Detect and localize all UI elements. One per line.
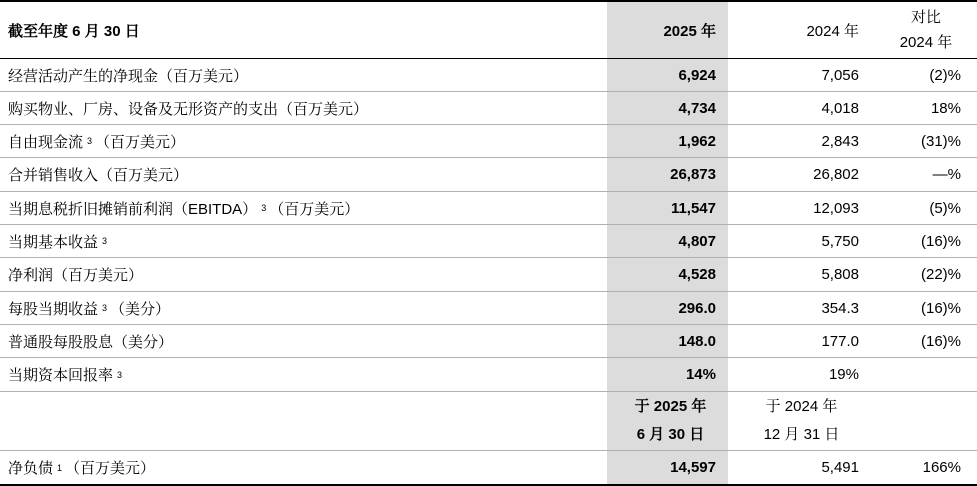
net-debt-change-value: 166%	[922, 459, 961, 476]
row-current-value: 1,962	[607, 125, 728, 157]
date-header-previous-line2: 12 月 31 日	[763, 426, 840, 443]
table-row	[0, 125, 977, 158]
row-change-value: (16)%	[920, 332, 961, 350]
row-current-value: 26,873	[607, 158, 728, 191]
row-current-value: 14%	[607, 358, 728, 391]
row-previous-value: 5,808	[821, 266, 859, 283]
header-previous-year-text: 2024 年	[806, 22, 859, 40]
row-label-text: 普通股每股股息（美分）	[8, 333, 174, 351]
row-label	[8, 325, 604, 357]
row-change-value: (16)%	[920, 299, 961, 317]
row-current-value: 4,807	[607, 225, 728, 257]
row-previous-value: 177.0	[821, 332, 859, 350]
row-label	[8, 59, 604, 91]
row-label-text: 每股当期收益	[8, 300, 99, 318]
header-change-line1: 对比	[910, 9, 941, 26]
date-header-change	[861, 392, 977, 450]
header-change	[861, 2, 977, 58]
row-previous-value: 26,802	[813, 166, 859, 183]
row-previous-value: 12,093	[813, 199, 859, 217]
row-label	[8, 92, 604, 124]
row-label-text: 自由现金流	[8, 133, 84, 151]
row-label-suffix: （百万美元）	[95, 133, 186, 151]
header-previous-year	[728, 2, 861, 58]
row-previous-value: 4,018	[821, 99, 859, 117]
header-change-line2: 2024 年	[899, 34, 953, 51]
row-current-value: 296.0	[607, 292, 728, 324]
net-debt-previous-value: 5,491	[821, 459, 859, 476]
row-previous-value: 2,843	[821, 132, 859, 150]
net-debt-current-value: 14,597	[607, 451, 728, 484]
row-label-text: 经营活动产生的净现金（百万美元）	[8, 67, 249, 85]
row-change-value: (2)%	[929, 66, 961, 84]
date-header-previous-line1: 于 2024 年	[765, 398, 838, 415]
net-debt-label-suffix: （百万美元）	[65, 460, 156, 477]
row-label-suffix: （美分）	[110, 300, 171, 318]
row-change-value: (22)%	[920, 266, 961, 283]
row-current-value: 6,924	[607, 59, 728, 91]
table-row	[0, 325, 977, 358]
date-header-current-line1: 于 2025 年	[634, 398, 707, 415]
row-label-text: 当期息税折旧摊销前利润（EBITDA）	[8, 200, 258, 218]
table-row	[0, 158, 977, 192]
row-current-value: 4,734	[607, 92, 728, 124]
row-previous-value: 7,056	[821, 66, 859, 84]
date-header-current-line2: 6 月 30 日	[636, 426, 705, 443]
row-label-text: 合并销售收入（百万美元）	[8, 167, 189, 184]
date-header-current	[607, 392, 728, 450]
row-label	[8, 158, 604, 191]
row-current-value: 4,528	[607, 258, 728, 291]
row-current-value: 148.0	[607, 325, 728, 357]
row-previous-value: 354.3	[821, 299, 859, 317]
row-change-value: (16)%	[920, 232, 961, 250]
table-row	[0, 292, 977, 325]
row-previous-value: 19%	[828, 366, 859, 383]
table-row	[0, 358, 977, 392]
row-label-text: 购买物业、厂房、设备及无形资产的支出（百万美元）	[8, 100, 369, 118]
net-debt-label-text: 净负债	[8, 460, 54, 477]
header-current-year: 2025 年	[607, 2, 728, 58]
row-label: 自由现金流 3 （百万美元）	[8, 125, 604, 157]
balance-date-header-row	[0, 392, 977, 451]
row-label: 当期基本收益 3	[8, 225, 604, 257]
table-row	[0, 192, 977, 225]
row-label-text: 净利润（百万美元）	[8, 267, 144, 284]
row-label: 当期息税折旧摊销前利润（EBITDA） 3 （百万美元）	[8, 192, 604, 224]
row-current-value: 11,547	[607, 192, 728, 224]
row-change-value: (31)%	[920, 132, 961, 150]
table-row	[0, 92, 977, 125]
row-label: 当期资本回报率 3	[8, 358, 604, 391]
table-row	[0, 258, 977, 292]
net-debt-label: 净负债 1 （百万美元）	[8, 451, 604, 484]
table-row	[0, 225, 977, 258]
date-header-label	[8, 392, 604, 450]
row-label-text: 当期基本收益	[8, 233, 99, 251]
row-change-value: 18%	[930, 99, 961, 117]
row-label-suffix: （百万美元）	[269, 200, 360, 218]
header-row	[0, 0, 977, 59]
row-change-value: —%	[932, 166, 961, 183]
net-debt-row	[0, 451, 977, 486]
row-label: 每股当期收益 3 （美分）	[8, 292, 604, 324]
date-header-previous	[728, 392, 861, 450]
table-row	[0, 59, 977, 92]
header-period-label: 截至年度 6 月 30 日	[8, 22, 140, 40]
row-change-value	[861, 358, 977, 391]
row-label	[8, 258, 604, 291]
row-label-text: 当期资本回报率	[8, 367, 114, 384]
row-change-value: (5)%	[929, 199, 961, 217]
row-previous-value: 5,750	[821, 232, 859, 250]
